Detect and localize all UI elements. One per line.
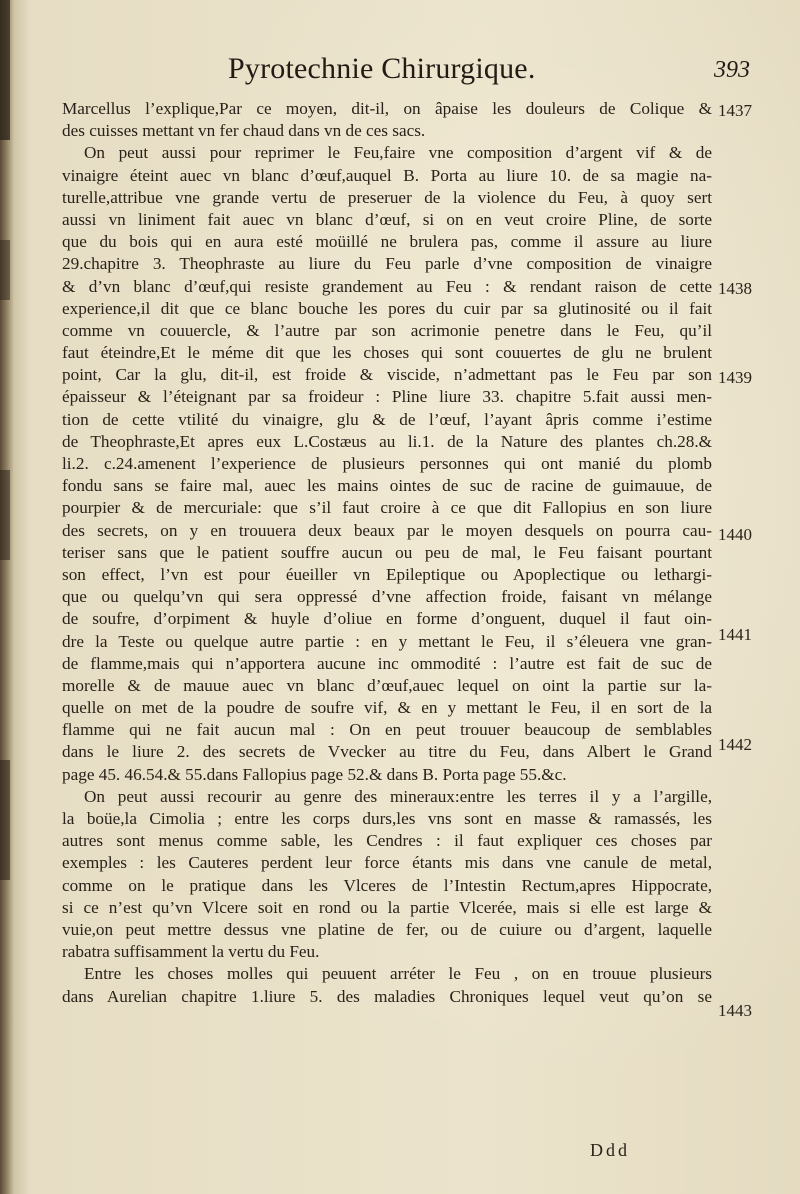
text-line: On peut aussi recourir au genre des mineraux:entre les terres il y a l’argille, — [84, 786, 712, 806]
text-line: morelle & de mauue auec vn blanc d’œuf,auec lequel on oint la partie sur la- — [62, 675, 712, 695]
text-line: que ou quelqu’vn qui sera oppressé d’vne affection froide, faisant vn mélange — [62, 587, 712, 607]
text-line: comme vn couuercle, & l’autre par son acrimonie penetre dans le Feu, qu’il — [62, 320, 712, 340]
text-line: des secrets, on y en trouuera deux beaux par le moyen desquels on pourra cau- — [62, 520, 712, 540]
binding-shadow — [0, 760, 10, 880]
text-line: vuie,on peut mettre dessus vne platine de fer, ou de cuiure ou d’argent, laquelle — [62, 919, 712, 939]
text-line: de Theophraste,Et apres eux L.Costæus au li.1. de la Nature des plantes ch.28.& — [62, 431, 712, 451]
margin-note: 1438 — [718, 279, 752, 298]
text-line: li.2. c.24.amenent l’experience de plusieurs personnes qui ont manié du plomb — [62, 454, 712, 473]
margin-note: 1437 — [718, 101, 752, 120]
text-line: 29.chapitre 3. Theophraste au liure du Feu parle d’vne composition de vinaigre — [62, 254, 712, 274]
text-line: teriser sans que le patient souffre aucun ou peu de mal, le Feu faisant pourtant — [62, 542, 712, 562]
body-text — [62, 98, 712, 1008]
page-header — [0, 50, 800, 92]
margin-note: 1443 — [718, 1001, 752, 1020]
text-line: dans Aurelian chapitre 1.liure 5. des maladies Chroniques lequel veut qu’on se — [62, 986, 712, 1006]
text-line: point, Car la glu, dit-il, est froide & viscide, n’admettant pas le Feu par son — [62, 365, 712, 385]
text-line: si ce n’est qu’vn Vlcere soit en rond ou la partie Vlcerée, mais si elle est large & — [62, 897, 712, 917]
text-line: fondu sans se faire mal, auec les mains ointes de suc de racine de guimauue, de — [62, 476, 712, 496]
margin-note: 1440 — [718, 525, 752, 544]
text-line: pourpier & de mercuriale: que s’il faut croire à ce que dit Fallopius en son liure — [62, 498, 712, 518]
text-line: dre la Teste ou quelque autre partie : en y mettant le Feu, il s’éleuera vne gran- — [62, 631, 712, 651]
text-line: épaisseur & l’éteignant par sa froideur : Pline liure 33. chapitre 5.fait aussi men- — [62, 387, 712, 407]
text-line: flamme qui ne fait aucun mal : On en peut trouuer beaucoup de semblables — [62, 720, 712, 740]
text-line: vinaigre éteint auec vn blanc d’œuf,auquel B. Porta au liure 10. de sa magie na- — [62, 165, 712, 185]
text-line: dans le liure 2. des secrets de Vvecker au titre du Feu, dans Albert le Grand — [62, 742, 712, 762]
margin-note: 1442 — [718, 735, 752, 754]
binding-shadow — [0, 470, 10, 560]
text-line: quelle on met de la poudre de soufre vif, & en y mettant le Feu, il en sort de la — [62, 698, 712, 718]
text-line: turelle,attribue vne grande vertu de preseruer de la violence du Feu, à quoy sert — [62, 187, 712, 207]
text-line: autres sont menus comme sable, les Cendres : il faut expliquer ces choses par — [62, 831, 712, 851]
margin-note: 1439 — [718, 368, 752, 387]
text-line: exemples : les Cauteres perdent leur force étants mis dans vne canule de metal, — [62, 853, 712, 873]
margin-note: 1441 — [718, 625, 752, 644]
running-title: Pyrotechnie Chirurgique. — [228, 52, 536, 85]
text-line: Marcellus l’explique,Par ce moyen, dit-il, on âpaise les douleurs de Colique & — [62, 99, 712, 118]
text-line: Entre les choses molles qui peuuent arréter le Feu , on en trouue plusieurs — [84, 964, 712, 984]
page-number: 393 — [714, 57, 750, 83]
text-line: aussi vn liniment fait auec vn blanc d’œuf, si on en veut croire Pline, de sorte — [62, 209, 712, 229]
text-line: comme on le pratique dans les Vlceres de l’Intestin Rectum,apres Hippocrate, — [62, 875, 712, 895]
text-line: des cuisses mettant vn fer chaud dans vn de ces sacs. — [62, 121, 426, 141]
text-line: que du bois qui en aura esté moüillé ne brulera pas, comme il assure au liure — [62, 232, 712, 252]
text-line: la boüe,la Cimolia ; entre les corps durs,les vns sont en masse & ramassés, les — [62, 809, 712, 828]
text-line: de soufre, d’orpiment & huyle d’oliue en forme d’onguent, duquel il faut oin- — [62, 609, 712, 629]
text-line: page 45. 46.54.& 55.dans Fallopius page 52.& dans B. Porta page 55.&c. — [62, 764, 567, 784]
text-line: de flamme,mais qui n’apportera aucune inc ommodité : l’autre est fait de suc de — [62, 653, 712, 673]
text-line: experience,il dit que ce blanc bouche les pores du cuir par sa glutinosité ou il fait — [62, 298, 712, 318]
text-line: faut éteindre,Et le méme dit que les choses qui sont couuertes de glu ne brulent — [62, 343, 712, 363]
text-line: rabatra suffisamment la vertu du Feu. — [62, 942, 320, 962]
text-line: On peut aussi pour reprimer le Feu,faire vne composition d’argent vif & de — [84, 143, 712, 163]
text-line: & d’vn blanc d’œuf,qui resiste grandement au Feu : & rendant raison de cette — [62, 276, 712, 296]
text-line: son effect, l’vn est pour éueiller vn Epileptique ou Apoplectique ou lethargi- — [62, 564, 712, 584]
binding-shadow — [0, 240, 10, 300]
text-line: tion de cette vtilité du vinaigre, glu & de l’œuf, l’ayant âpris comme i’estime — [62, 409, 712, 429]
signature-mark: Ddd — [590, 1140, 630, 1160]
